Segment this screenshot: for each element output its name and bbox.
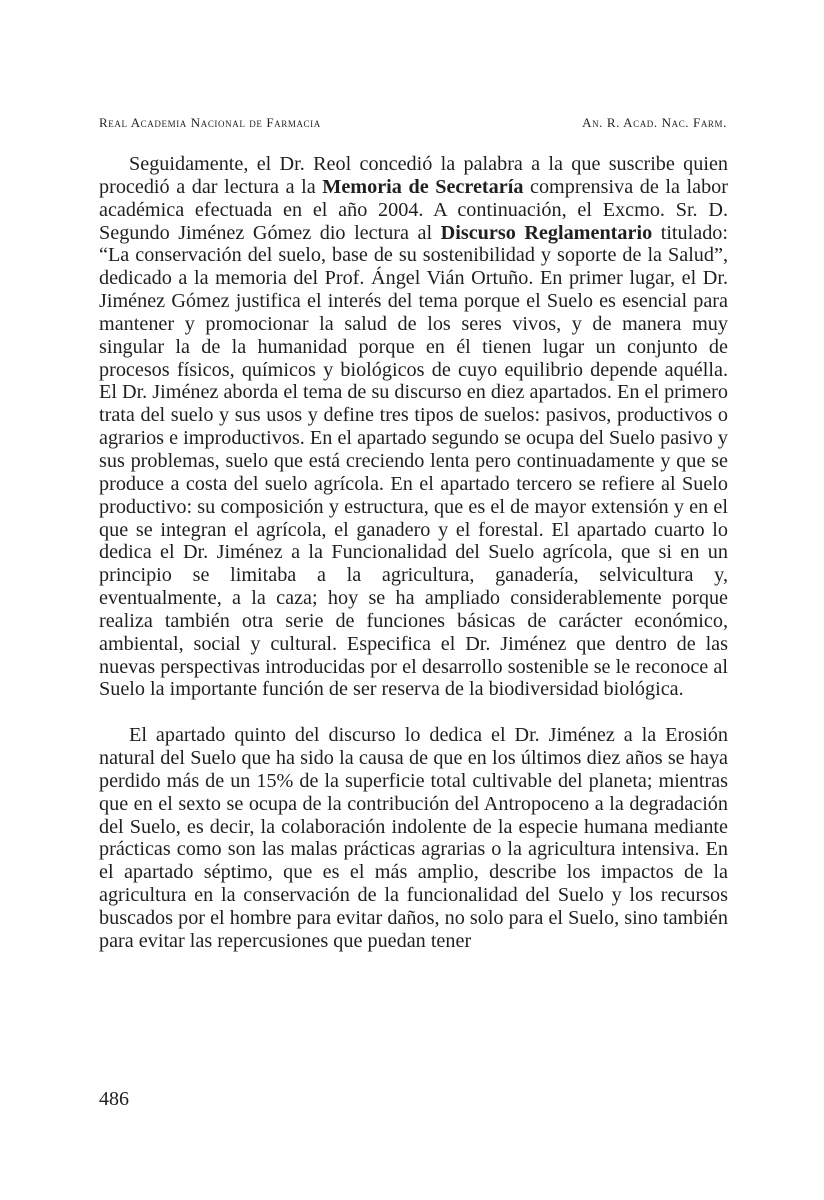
paragraph-1-text-a: Seguidamente, el Dr. Reol concedió la palabra a la que suscribe quien procedió a dar lectura a la	[99, 153, 728, 198]
body-text	[99, 153, 728, 953]
paragraph-2: El apartado quinto del discurso lo dedica el Dr. Jiménez a la Erosión natural del Suelo que ha sido la causa de que en los últimos diez años se haya perdido más de un 15% de la superficie total cultivable del planeta; mientras que en el sexto se ocupa de la contribución del Antropoceno a la degradación del Suelo, es decir, la colaboración indolente de la especie humana mediante prácticas como son las malas prácticas agrarias o la agricultura intensiva. En el apartado séptimo, que es el más amplio, describe los impactos de la agricultura en la conservación de la funcionalidad del Suelo y los recursos buscados por el hombre para evitar daños, no solo para el Suelo, sino también para evitar las repercusiones que puedan tener	[99, 724, 728, 952]
paragraph-1-text-c: titulado: “La conservación del suelo, base de su sostenibilidad y soporte de la Salud”, dedicado a la memoria del Prof. Ángel Vián Ortuño. En primer lugar, el Dr. Jiménez Gómez justifica el interés del tema porque el Suelo es esencial para mantener y promocionar la salud de los seres vivos, y de manera muy singular la de la humanidad porque en él tienen lugar un conjunto de procesos físicos, químicos y biológicos de cuyo equilibrio depende aquélla. El Dr. Jiménez aborda el tema de su discurso en diez apartados. En el primero trata del suelo y sus usos y define tres tipos de suelos: pasivos, productivos o agrarios e improductivos. En el apartado segundo se ocupa del Suelo pasivo y sus problemas, suelo que está creciendo lenta pero continuadamente y que se produce a costa del suelo agrícola. En el apartado tercero se refiere al Suelo productivo: su composición y estructura, que es el de mayor extensión y en el que se integran el agrícola, el ganadero y el forestal. El apartado cuarto lo dedica el Dr. Jiménez a la Funcionalidad del Suelo agrícola, que si en un principio se limitaba a la agricultura, ganadería, selvicultura y, eventualmente, a la caza; hoy se ha ampliado considerablemente porque realiza también otra serie de funciones básicas de carácter económico, ambiental, social y cultural. Especifica el Dr. Jiménez que dentro de las nuevas perspectivas introducidas por el desarrollo sostenible se le reconoce al Suelo la importante función de ser reserva de la biodiversidad biológica.	[99, 221, 729, 701]
discurso-reglamentario-bold: Discurso Reglamentario	[440, 221, 653, 244]
paragraph-1	[99, 153, 728, 701]
memoria-secretaria-bold: Memoria de Secretaría	[322, 175, 524, 198]
paragraph-1-text-b: comprensiva de la labor académica efectuada en el año 2004. A continuación, el Excmo. Sr. D. Segundo Jiménez Gómez dio lectura al	[99, 175, 728, 244]
running-header	[99, 115, 727, 135]
page-number: 486	[99, 1088, 129, 1110]
header-journal-name: Real Academia Nacional de Farmacia	[99, 115, 321, 130]
header-journal-abbreviation: An. R. Acad. Nac. Farm.	[582, 115, 727, 130]
